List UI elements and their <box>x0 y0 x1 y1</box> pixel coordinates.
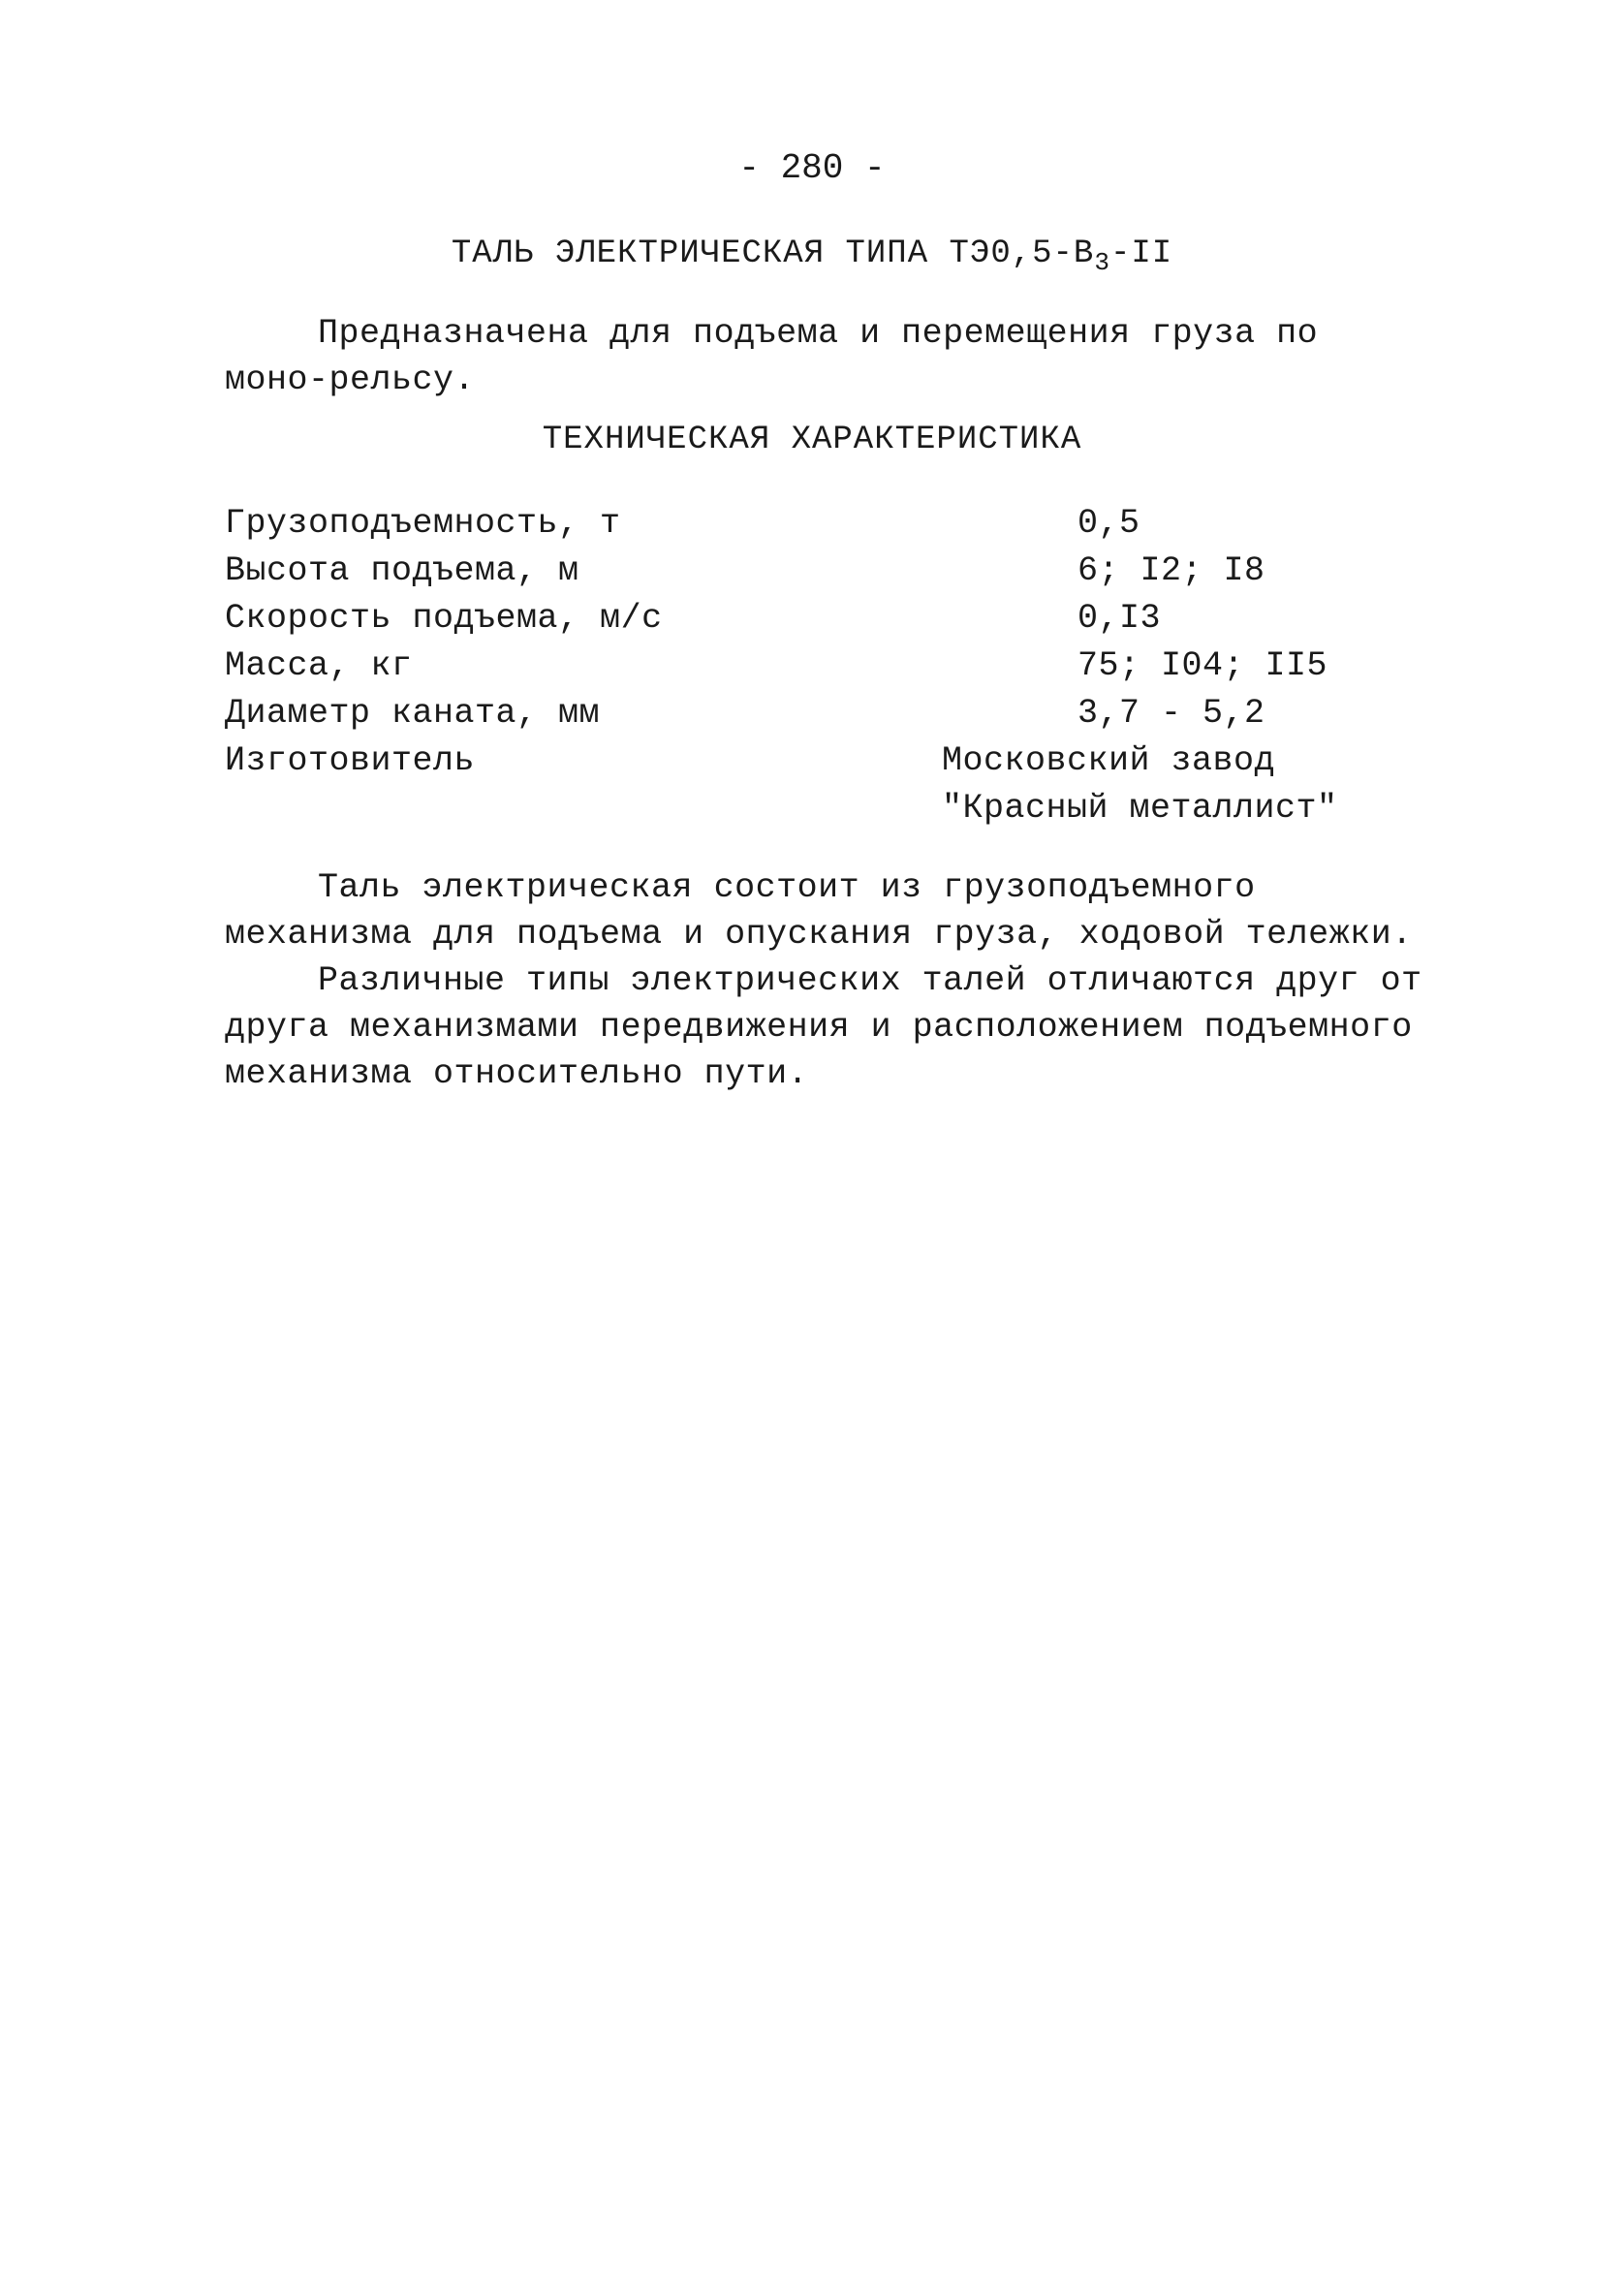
spec-row <box>225 690 1446 737</box>
title-suffix: -II <box>1109 235 1173 272</box>
intro-paragraph: Предназначена для подъема и перемещения груза по моно-рельсу. <box>225 314 1319 399</box>
spec-label: Скорость подъема, м/с <box>225 599 663 638</box>
body-paragraph: Различные типы электрических талей отличаются друг от друга механизмами передвижения и расположением подъемного механизма относительно пути. <box>225 961 1422 1093</box>
spec-value: 3,7 - 5,2 <box>1077 694 1265 733</box>
page-title <box>0 233 1624 275</box>
spec-value: 6; I2; I8 <box>1077 551 1265 590</box>
spec-row <box>225 548 1446 595</box>
title-main: ТАЛЬ ЭЛЕКТРИЧЕСКАЯ ТИПА ТЭ0,5-В <box>451 235 1095 272</box>
spec-label: Масса, кг <box>225 646 413 685</box>
spec-table <box>225 500 1446 832</box>
spec-row <box>225 643 1446 690</box>
spec-row <box>225 500 1446 548</box>
body-paragraph: Таль электрическая состоит из грузоподъемного механизма для подъема и опускания груза, ходовой тележки. <box>225 868 1413 954</box>
spec-row <box>225 737 1446 832</box>
spec-label: Диаметр каната, мм <box>225 694 601 733</box>
spec-value: Московский завод "Красный металлист" <box>942 741 1338 828</box>
spec-label: Изготовитель <box>225 741 476 780</box>
title-subscript: 3 <box>1094 248 1110 277</box>
spec-value: 75; I04; II5 <box>1077 646 1328 685</box>
spec-label: Грузоподъемность, т <box>225 504 621 543</box>
spec-row <box>225 595 1446 643</box>
section-heading: ТЕХНИЧЕСКАЯ ХАРАКТЕРИСТИКА <box>542 422 1082 458</box>
spec-value: 0,5 <box>1077 504 1140 543</box>
page-number: - 280 - <box>738 148 886 188</box>
spec-label: Высота подъема, м <box>225 551 579 590</box>
spec-value: 0,I3 <box>1077 599 1162 638</box>
